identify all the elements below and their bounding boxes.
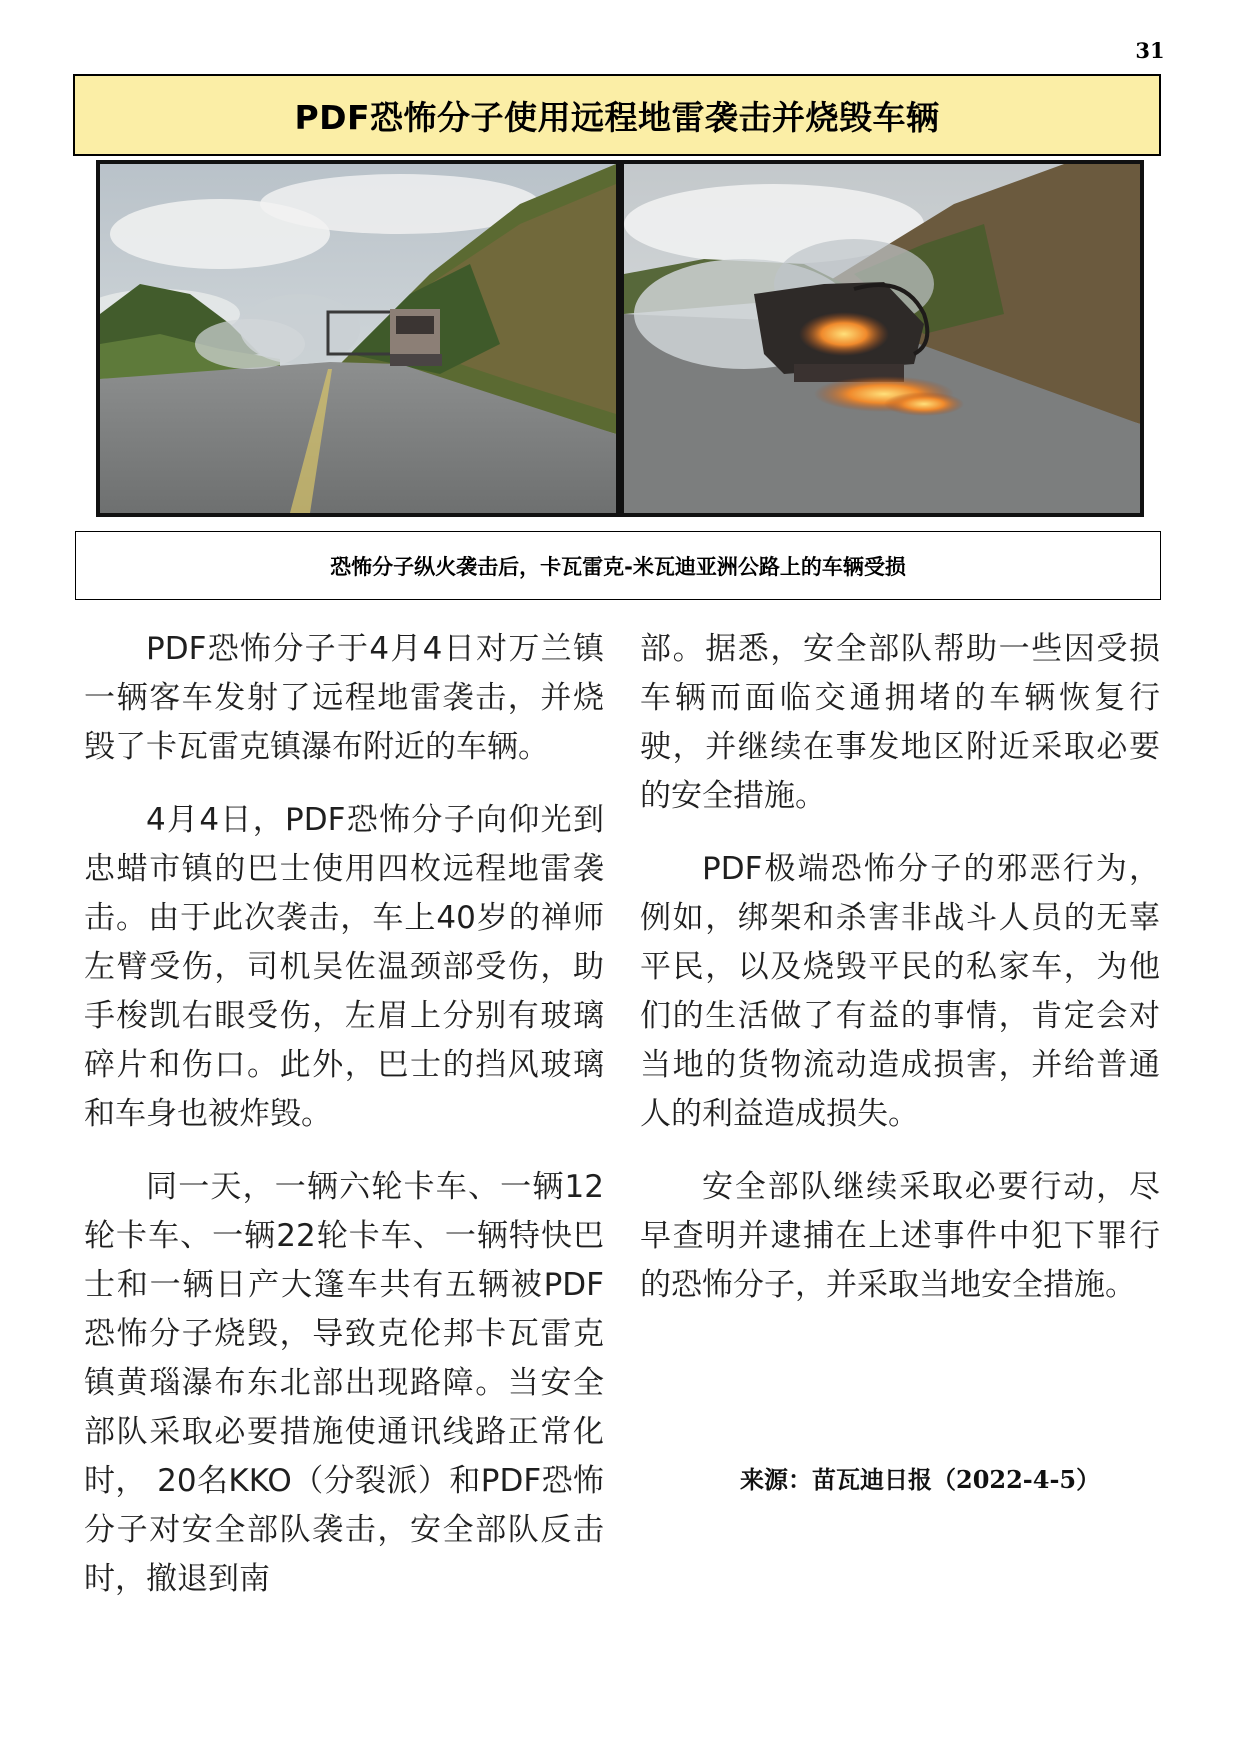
burnt-truck-on-road-photo-icon [100, 164, 616, 513]
article-paragraph: 4月4日，PDF恐怖分子向仰光到忠蜡市镇的巴士使用四枚远程地雷袭击。由于此次袭击，车上40岁的禅师左臂受伤，司机吴佐温颈部受伤，助手梭凯右眼受伤，左眉上分别有玻璃碎片和伤口。此外，巴士的挡风玻璃和车身也被炸毁。 [84, 802, 604, 1132]
photo-caption: 恐怖分子纵火袭击后，卡瓦雷克-米瓦迪亚洲公路上的车辆受损 [330, 554, 906, 579]
photo-caption-box [75, 531, 1161, 600]
burning-vehicle-wreck-photo-icon [624, 164, 1140, 513]
article-paragraph: 同一天，一辆六轮卡车、一辆12轮卡车、一辆22轮卡车、一辆特快巴士和一辆日产大篷车共有五辆被PDF恐怖分子烧毁，导致克伦邦卡瓦雷克镇黄瑙瀑布东北部出现路障。当安全部队采取必要措施使通讯线路正常化时， 20名KKO（分裂派）和PDF恐怖分子对安全部队袭击，安全部队反击时，撤退到南 [84, 1169, 604, 1597]
article-paragraph: PDF恐怖分子于4月4日对万兰镇一辆客车发射了远程地雷袭击，并烧毁了卡瓦雷克镇瀑布附近的车辆。 [84, 631, 604, 765]
burning-wreck-photo [620, 160, 1144, 517]
article-paragraph: 部。据悉，安全部队帮助一些因受损车辆而面临交通拥堵的车辆恢复行驶，并继续在事发地区附近采取必要的安全措施。 [640, 631, 1160, 814]
article-paragraph: 安全部队继续采取必要行动，尽早查明并逮捕在上述事件中犯下罪行的恐怖分子，并采取当地安全措施。 [640, 1169, 1160, 1303]
article-column-right [640, 625, 1160, 1334]
article-paragraph: PDF极端恐怖分子的邪恶行为，例如，绑架和杀害非战斗人员的无辜平民，以及烧毁平民的私家车，为他们的生活做了有益的事情，肯定会对当地的货物流动造成损害，并给普通人的利益造成损失。 [640, 851, 1160, 1132]
source-credit: 来源：苗瓦迪日报（2022-4-5） [740, 1465, 1101, 1494]
title-banner [73, 74, 1161, 156]
page-title: PDF恐怖分子使用远程地雷袭击并烧毁车辆 [294, 97, 940, 137]
burnt-truck-photo [96, 160, 620, 517]
article-column-left [84, 625, 604, 1628]
page-number: 31 [1135, 38, 1165, 63]
